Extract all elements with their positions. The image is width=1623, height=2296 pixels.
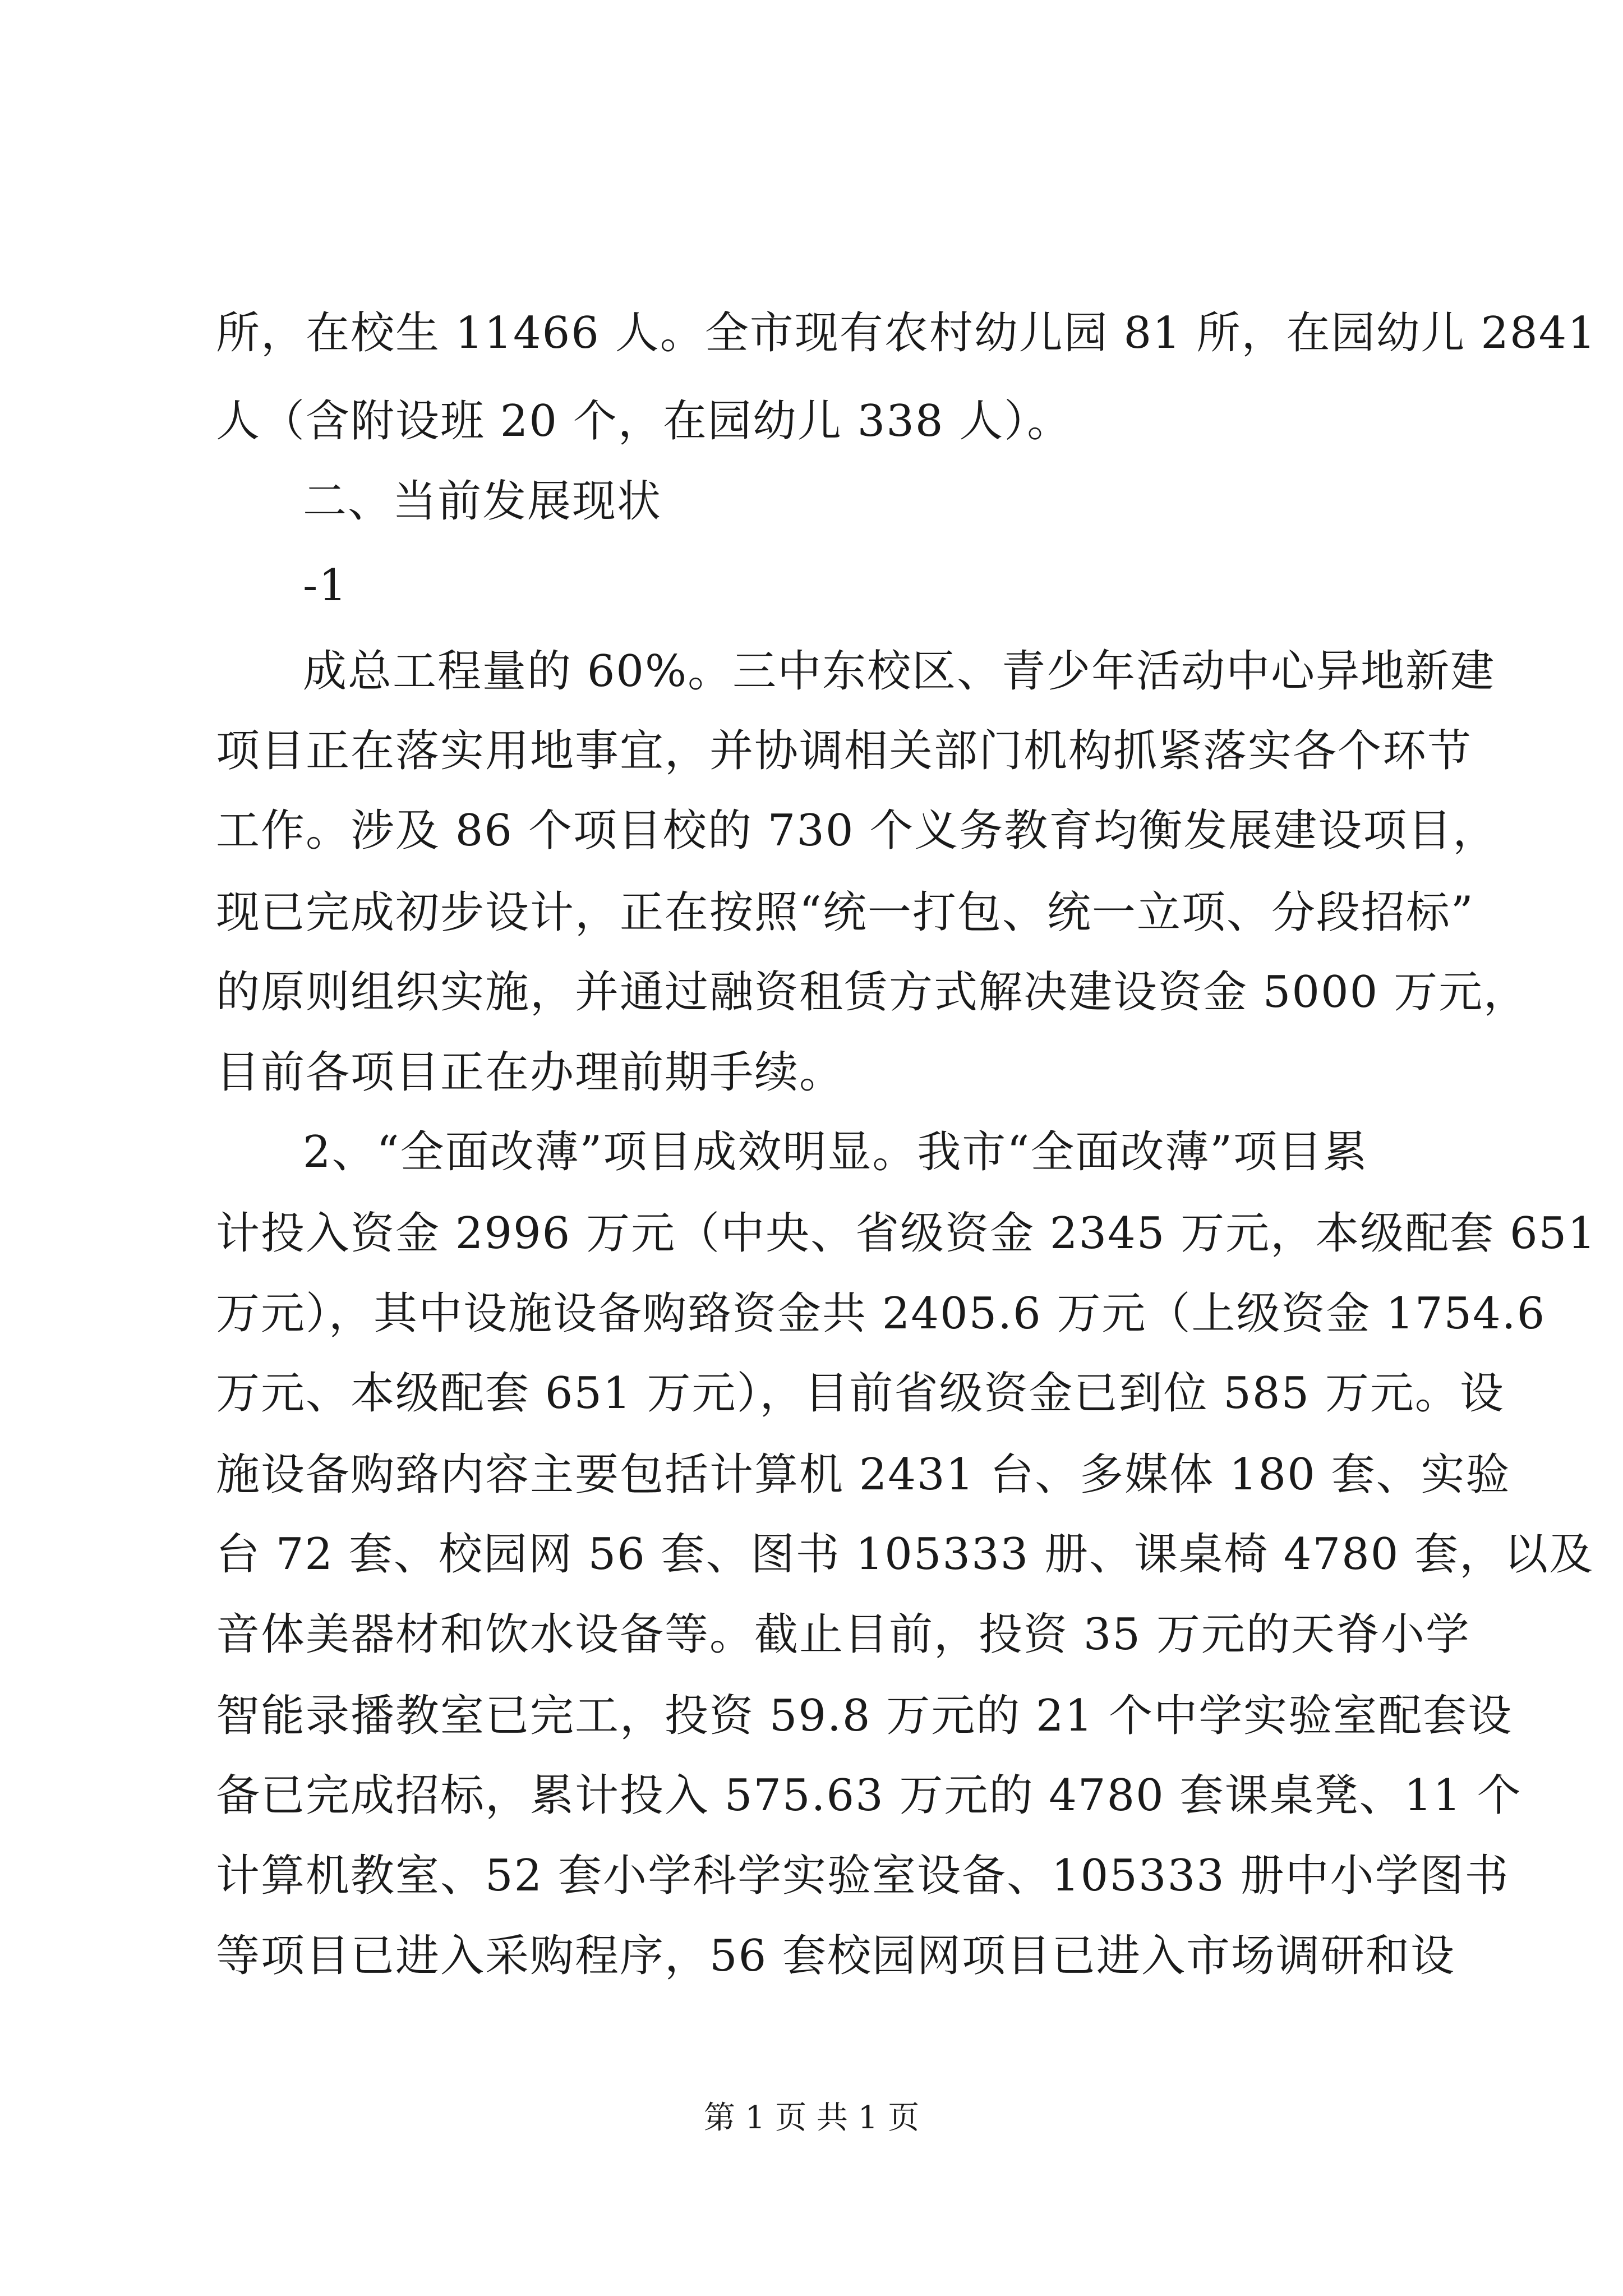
text-line-10: 目前各项目正在办理前期手续。 [216, 1047, 845, 1098]
text-line-9: 的原则组织实施，并通过融资租赁方式解决建设资金 5000 万元， [216, 967, 1529, 1018]
text-line-4: -1 [303, 560, 348, 611]
page-footer: 第 1 页 共 1 页 [703, 2100, 920, 2136]
text-line-11: 2、“全面改薄”项目成效明显。我市“全面改薄”项目累 [303, 1127, 1368, 1177]
text-line-8: 现已完成初步设计，正在按照“统一打包、统一立项、分段招标” [216, 887, 1474, 938]
text-line-13: 万元），其中设施设备购臵资金共 2405.6 万元（上级资金 1754.6 [216, 1289, 1546, 1339]
text-line-15: 施设备购臵内容主要包括计算机 2431 台、多媒体 180 套、实验 [216, 1450, 1511, 1500]
text-line-2: 人（含附设班 20 个，在园幼儿 338 人）。 [216, 396, 1072, 447]
text-line-19: 备已完成招标，累计投入 575.63 万元的 4780 套课桌凳、11 个 [216, 1770, 1522, 1821]
text-line-1: 所，在校生 11466 人。全市现有农村幼儿园 81 所，在园幼儿 2841 [216, 308, 1597, 358]
text-line-5: 成总工程量的 60%。三中东校区、青少年活动中心异地新建 [303, 646, 1496, 697]
text-line-6: 项目正在落实用地事宜，并协调相关部门机构抓紧落实各个环节 [216, 726, 1473, 776]
text-line-17: 音体美器材和饮水设备等。截止目前，投资 35 万元的天脊小学 [216, 1609, 1470, 1660]
text-line-14: 万元、本级配套 651 万元），目前省级资金已到位 585 万元。设 [216, 1368, 1505, 1419]
text-line-20: 计算机教室、52 套小学科学实验室设备、105333 册中小学图书 [216, 1851, 1510, 1901]
text-line-18: 智能录播教室已完工，投资 59.8 万元的 21 个中学实验室配套设 [216, 1691, 1513, 1741]
text-line-21: 等项目已进入采购程序，56 套校园网项目已进入市场调研和设 [216, 1931, 1456, 1981]
text-line-12: 计投入资金 2996 万元（中央、省级资金 2345 万元，本级配套 651 [216, 1208, 1597, 1259]
text-line-16: 台 72 套、校园网 56 套、图书 105333 册、课桌椅 4780 套，以及 [216, 1529, 1594, 1580]
section-heading: 二、当前发展现状 [303, 476, 662, 527]
text-line-7: 工作。涉及 86 个项目校的 730 个义务教育均衡发展建设项目， [216, 806, 1498, 856]
